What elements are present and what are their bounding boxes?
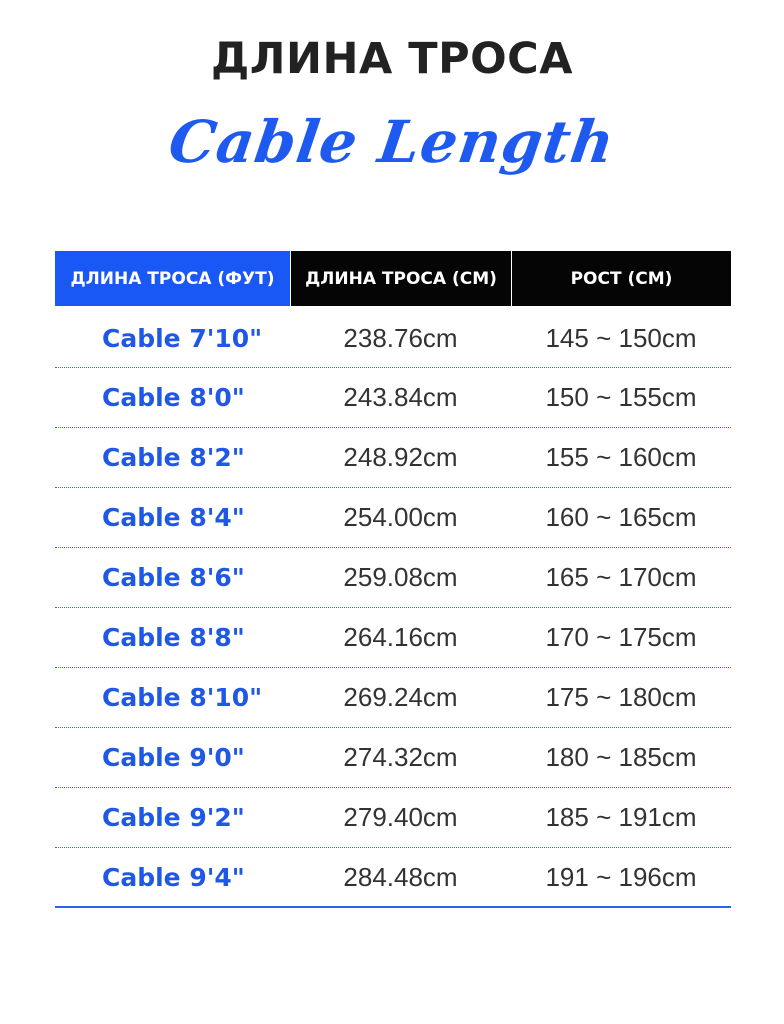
cell-height-range: 185 ~ 191cm	[545, 802, 697, 832]
cell-height-range: 191 ~ 196cm	[545, 861, 697, 892]
cell-cable-size: Cable 9'2"	[102, 803, 245, 832]
cell-cable-size: Cable 8'2"	[102, 443, 245, 472]
cell-length-cm: 254.00cm	[343, 502, 458, 532]
cell-cable-size: Cable 8'0"	[102, 383, 245, 412]
table-row	[55, 788, 731, 848]
table-row	[55, 728, 731, 788]
table-body	[55, 309, 731, 908]
table-header	[55, 251, 731, 306]
table-row	[55, 428, 731, 488]
cell-height-range: 160 ~ 165cm	[545, 502, 697, 532]
cell-height-range: 180 ~ 185cm	[545, 742, 697, 772]
cell-cable-size: Cable 8'8"	[102, 623, 245, 652]
cell-height-range: 165 ~ 170cm	[545, 562, 697, 592]
cell-height-range: 145 ~ 150cm	[545, 322, 697, 353]
cell-length-cm: 274.32cm	[343, 742, 458, 772]
table-row	[55, 548, 731, 608]
cell-height-range: 150 ~ 155cm	[545, 382, 697, 412]
cell-length-cm: 243.84cm	[343, 382, 458, 412]
table-row	[55, 488, 731, 548]
header-cable-length-ft: ДЛИНА ТРОСА (ФУТ)	[55, 251, 290, 306]
page-subtitle: Cable Length	[164, 108, 620, 176]
cell-cable-size: Cable 9'4"	[102, 862, 245, 892]
cell-height-range: 170 ~ 175cm	[545, 622, 697, 652]
cell-cable-size: Cable 8'4"	[102, 503, 245, 532]
cell-length-cm: 238.76cm	[343, 322, 458, 353]
cell-length-cm: 279.40cm	[343, 802, 458, 832]
table-row	[55, 608, 731, 668]
cell-cable-size: Cable 8'10"	[102, 683, 263, 712]
cell-length-cm: 248.92cm	[343, 442, 458, 472]
table-row	[55, 848, 731, 908]
cell-cable-size: Cable 8'6"	[102, 563, 245, 592]
page-title: ДЛИНА ТРОСА	[211, 34, 573, 84]
header-cable-length-cm: ДЛИНА ТРОСА (СМ)	[290, 251, 511, 306]
table-row	[55, 368, 731, 428]
cell-length-cm: 259.08cm	[343, 562, 458, 592]
cell-length-cm: 284.48cm	[343, 861, 458, 892]
cell-length-cm: 264.16cm	[343, 622, 458, 652]
cell-height-range: 155 ~ 160cm	[545, 442, 697, 472]
cell-cable-size: Cable 9'0"	[102, 743, 245, 772]
cell-length-cm: 269.24cm	[343, 682, 458, 712]
cell-cable-size: Cable 7'10"	[102, 323, 263, 353]
table-row	[55, 668, 731, 728]
cable-length-table	[55, 251, 731, 908]
header-height-cm: РОСТ (СМ)	[511, 251, 731, 306]
table-row	[55, 309, 731, 368]
cell-height-range: 175 ~ 180cm	[545, 682, 697, 712]
